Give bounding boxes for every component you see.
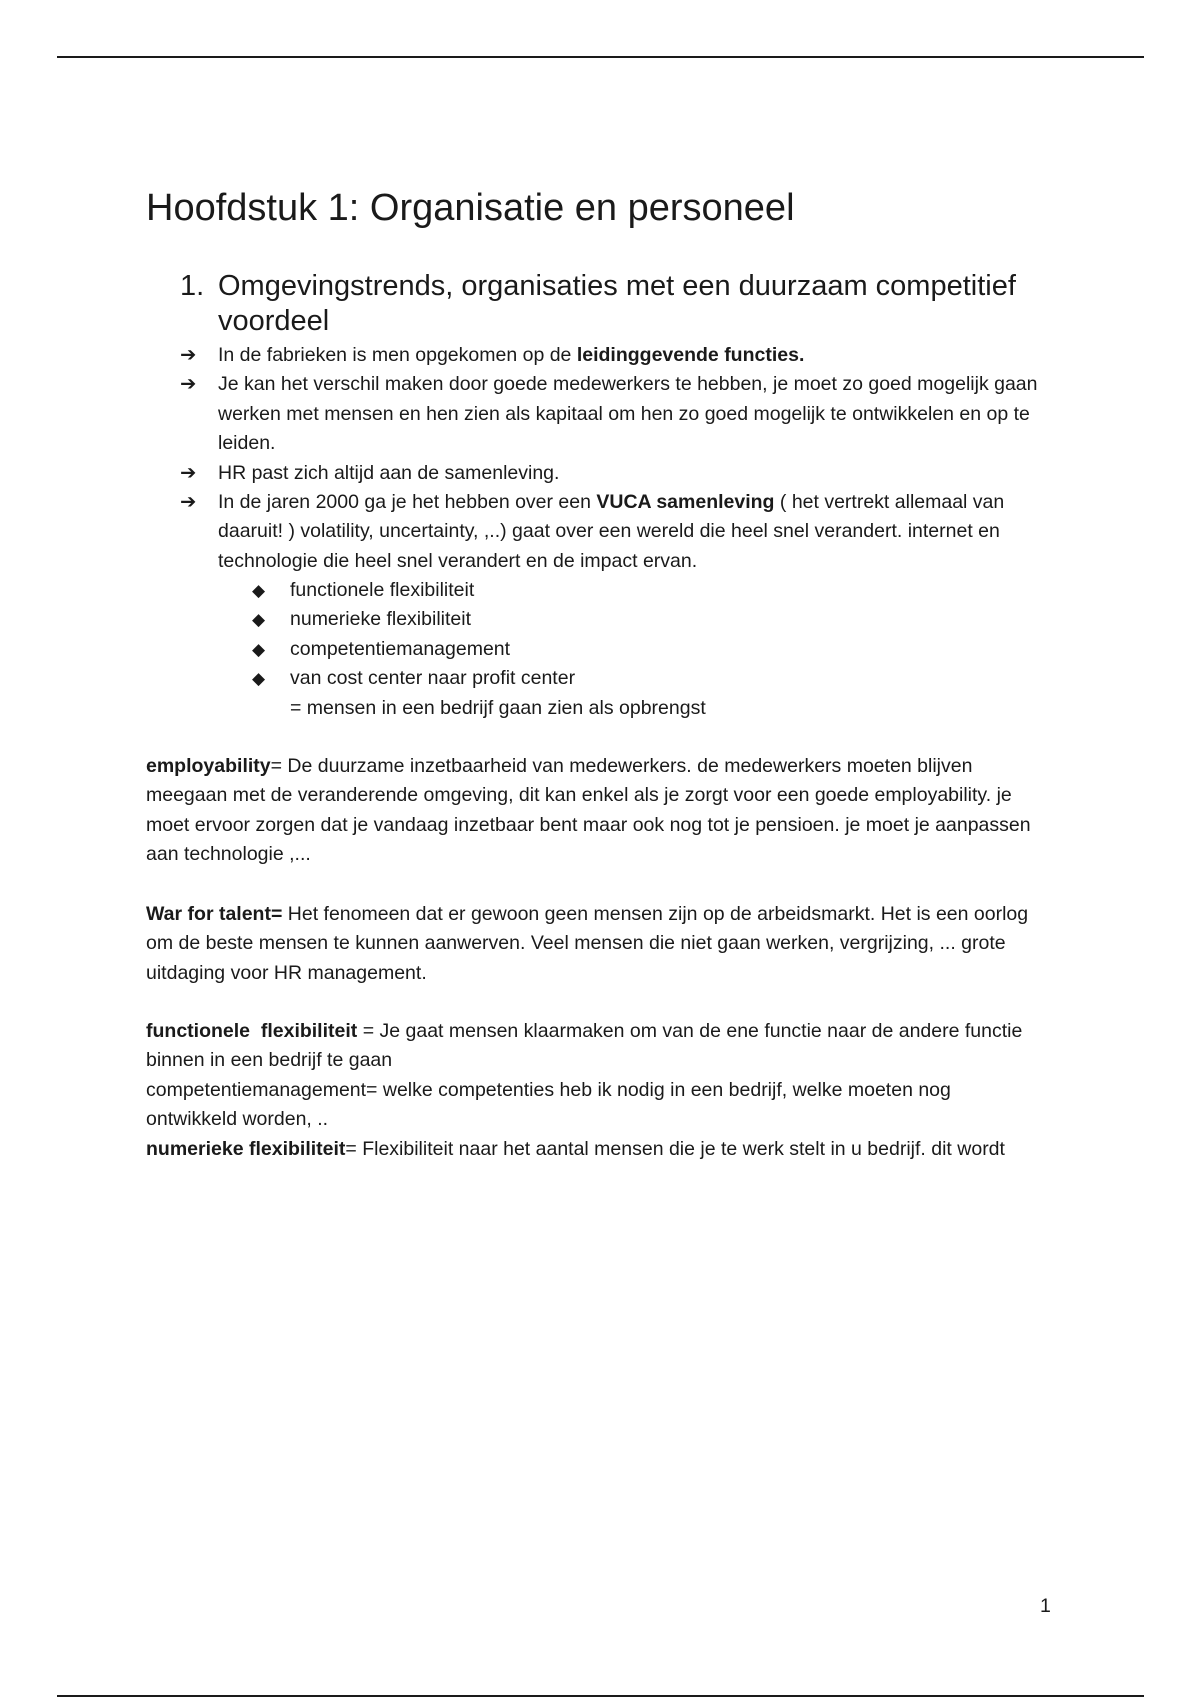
list-item-text: HR past zich altijd aan de samenleving.: [218, 461, 560, 484]
list-item-text: In de jaren 2000 ga je het hebben over een: [218, 491, 597, 514]
list-item: [180, 459, 1060, 488]
arrow-bullet-icon: ➔: [180, 461, 197, 484]
section-title: Omgevingstrends, organisaties met een duurzaam competitief voordeel: [218, 270, 1016, 337]
list-item-text: ( het vertrekt allemaal van daaruit! ) volatility, uncertainty, ,..) gaat over een wereld die heel snel verandert. internet en technologie die heel snel verandert en de impact ervan.: [218, 491, 1005, 572]
list-item: [252, 635, 952, 664]
term-numerieke-flexibiliteit: numerieke flexibiliteit: [146, 1137, 346, 1160]
list-item: [180, 370, 1060, 458]
diamond-bullet-icon: ◆: [252, 610, 266, 630]
term-war-for-talent: War for talent=: [146, 903, 283, 925]
definition-text: = De duurzame inzetbaarheid van medewerkers. de medewerkers moeten blijven meegaan met de veranderende omgeving, dit kan enkel als je zorgt voor een goede employability. je moet ervoor zorgen dat je vandaag inzetbaar bent maar ook nog tot je pensioen. je moet je aanpassen aan technologie ,...: [146, 755, 1031, 866]
list-item: [252, 664, 952, 693]
list-item-bold: VUCA samenleving: [596, 491, 775, 514]
arrow-list: [180, 341, 1060, 576]
list-item: [180, 341, 1060, 370]
list-item-text: functionele flexibiliteit: [290, 579, 475, 601]
top-rule: [57, 56, 1144, 58]
arrow-bullet-icon: ➔: [180, 373, 197, 396]
arrow-bullet-icon: ➔: [180, 491, 197, 514]
list-item-text: numerieke flexibiliteit: [290, 608, 471, 631]
list-item-text: Je kan het verschil maken door goede medewerkers te hebben, je moet zo goed mogelijk gaan werken met mensen en hen zien als kapitaal om hen zo goed mogelijk te ontwikkelen en op te leiden.: [218, 373, 1038, 455]
definition-text: = Je gaat mensen klaarmaken om van de ene functie naar de andere functie binnen in een bedrijf te gaan: [146, 1020, 1023, 1072]
list-item-bold: leidinggevende functies.: [576, 344, 805, 366]
functionele-flexibiliteit-definition: [146, 1017, 1046, 1076]
list-item: [180, 488, 1060, 576]
diamond-note: = mensen in een bedrijf gaan zien als opbrengst: [290, 696, 706, 719]
section-heading: [180, 269, 1080, 339]
list-item-text: competentiemanagement: [290, 637, 511, 660]
page-number: 1: [1040, 1595, 1051, 1617]
definition-text: Het fenomeen dat er gewoon geen mensen zijn op de arbeidsmarkt. Het is een oorlog om de beste mensen te kunnen aanwerven. Veel mensen die niet gaan werken, vergrijzing, ... grote uitdaging voor HR management.: [146, 903, 1029, 984]
employability-paragraph: [146, 752, 1046, 870]
section-number: 1.: [180, 270, 205, 302]
list-item-text: van cost center naar profit center: [290, 667, 576, 690]
list-item: [252, 605, 952, 634]
definition-text: = Flexibiliteit naar het aantal mensen die je te werk stelt in u bedrijf. dit wordt: [345, 1137, 1005, 1160]
diamond-list: [252, 576, 952, 723]
list-item: [252, 576, 952, 605]
numerieke-flexibiliteit-definition: [146, 1135, 1046, 1164]
list-item-text: In de fabrieken is men opgekomen op de: [218, 344, 577, 366]
chapter-heading: Hoofdstuk 1: Organisatie en personeel: [146, 187, 795, 229]
term-employability: employability: [146, 755, 271, 777]
flexibility-block: [146, 1017, 1046, 1164]
term-functionele-flexibiliteit: functionele flexibiliteit: [146, 1020, 358, 1042]
diamond-bullet-icon: ◆: [252, 669, 266, 689]
diamond-bullet-icon: ◆: [252, 581, 266, 600]
diamond-bullet-icon: ◆: [252, 639, 266, 659]
war-for-talent-paragraph: [146, 900, 1046, 988]
competentiemanagement-definition: competentiemanagement= welke competenties heb ik nodig in een bedrijf, welke moeten nog ontwikkeld worden, ..: [146, 1078, 951, 1131]
bottom-rule: [57, 1695, 1144, 1697]
arrow-bullet-icon: ➔: [180, 344, 197, 366]
